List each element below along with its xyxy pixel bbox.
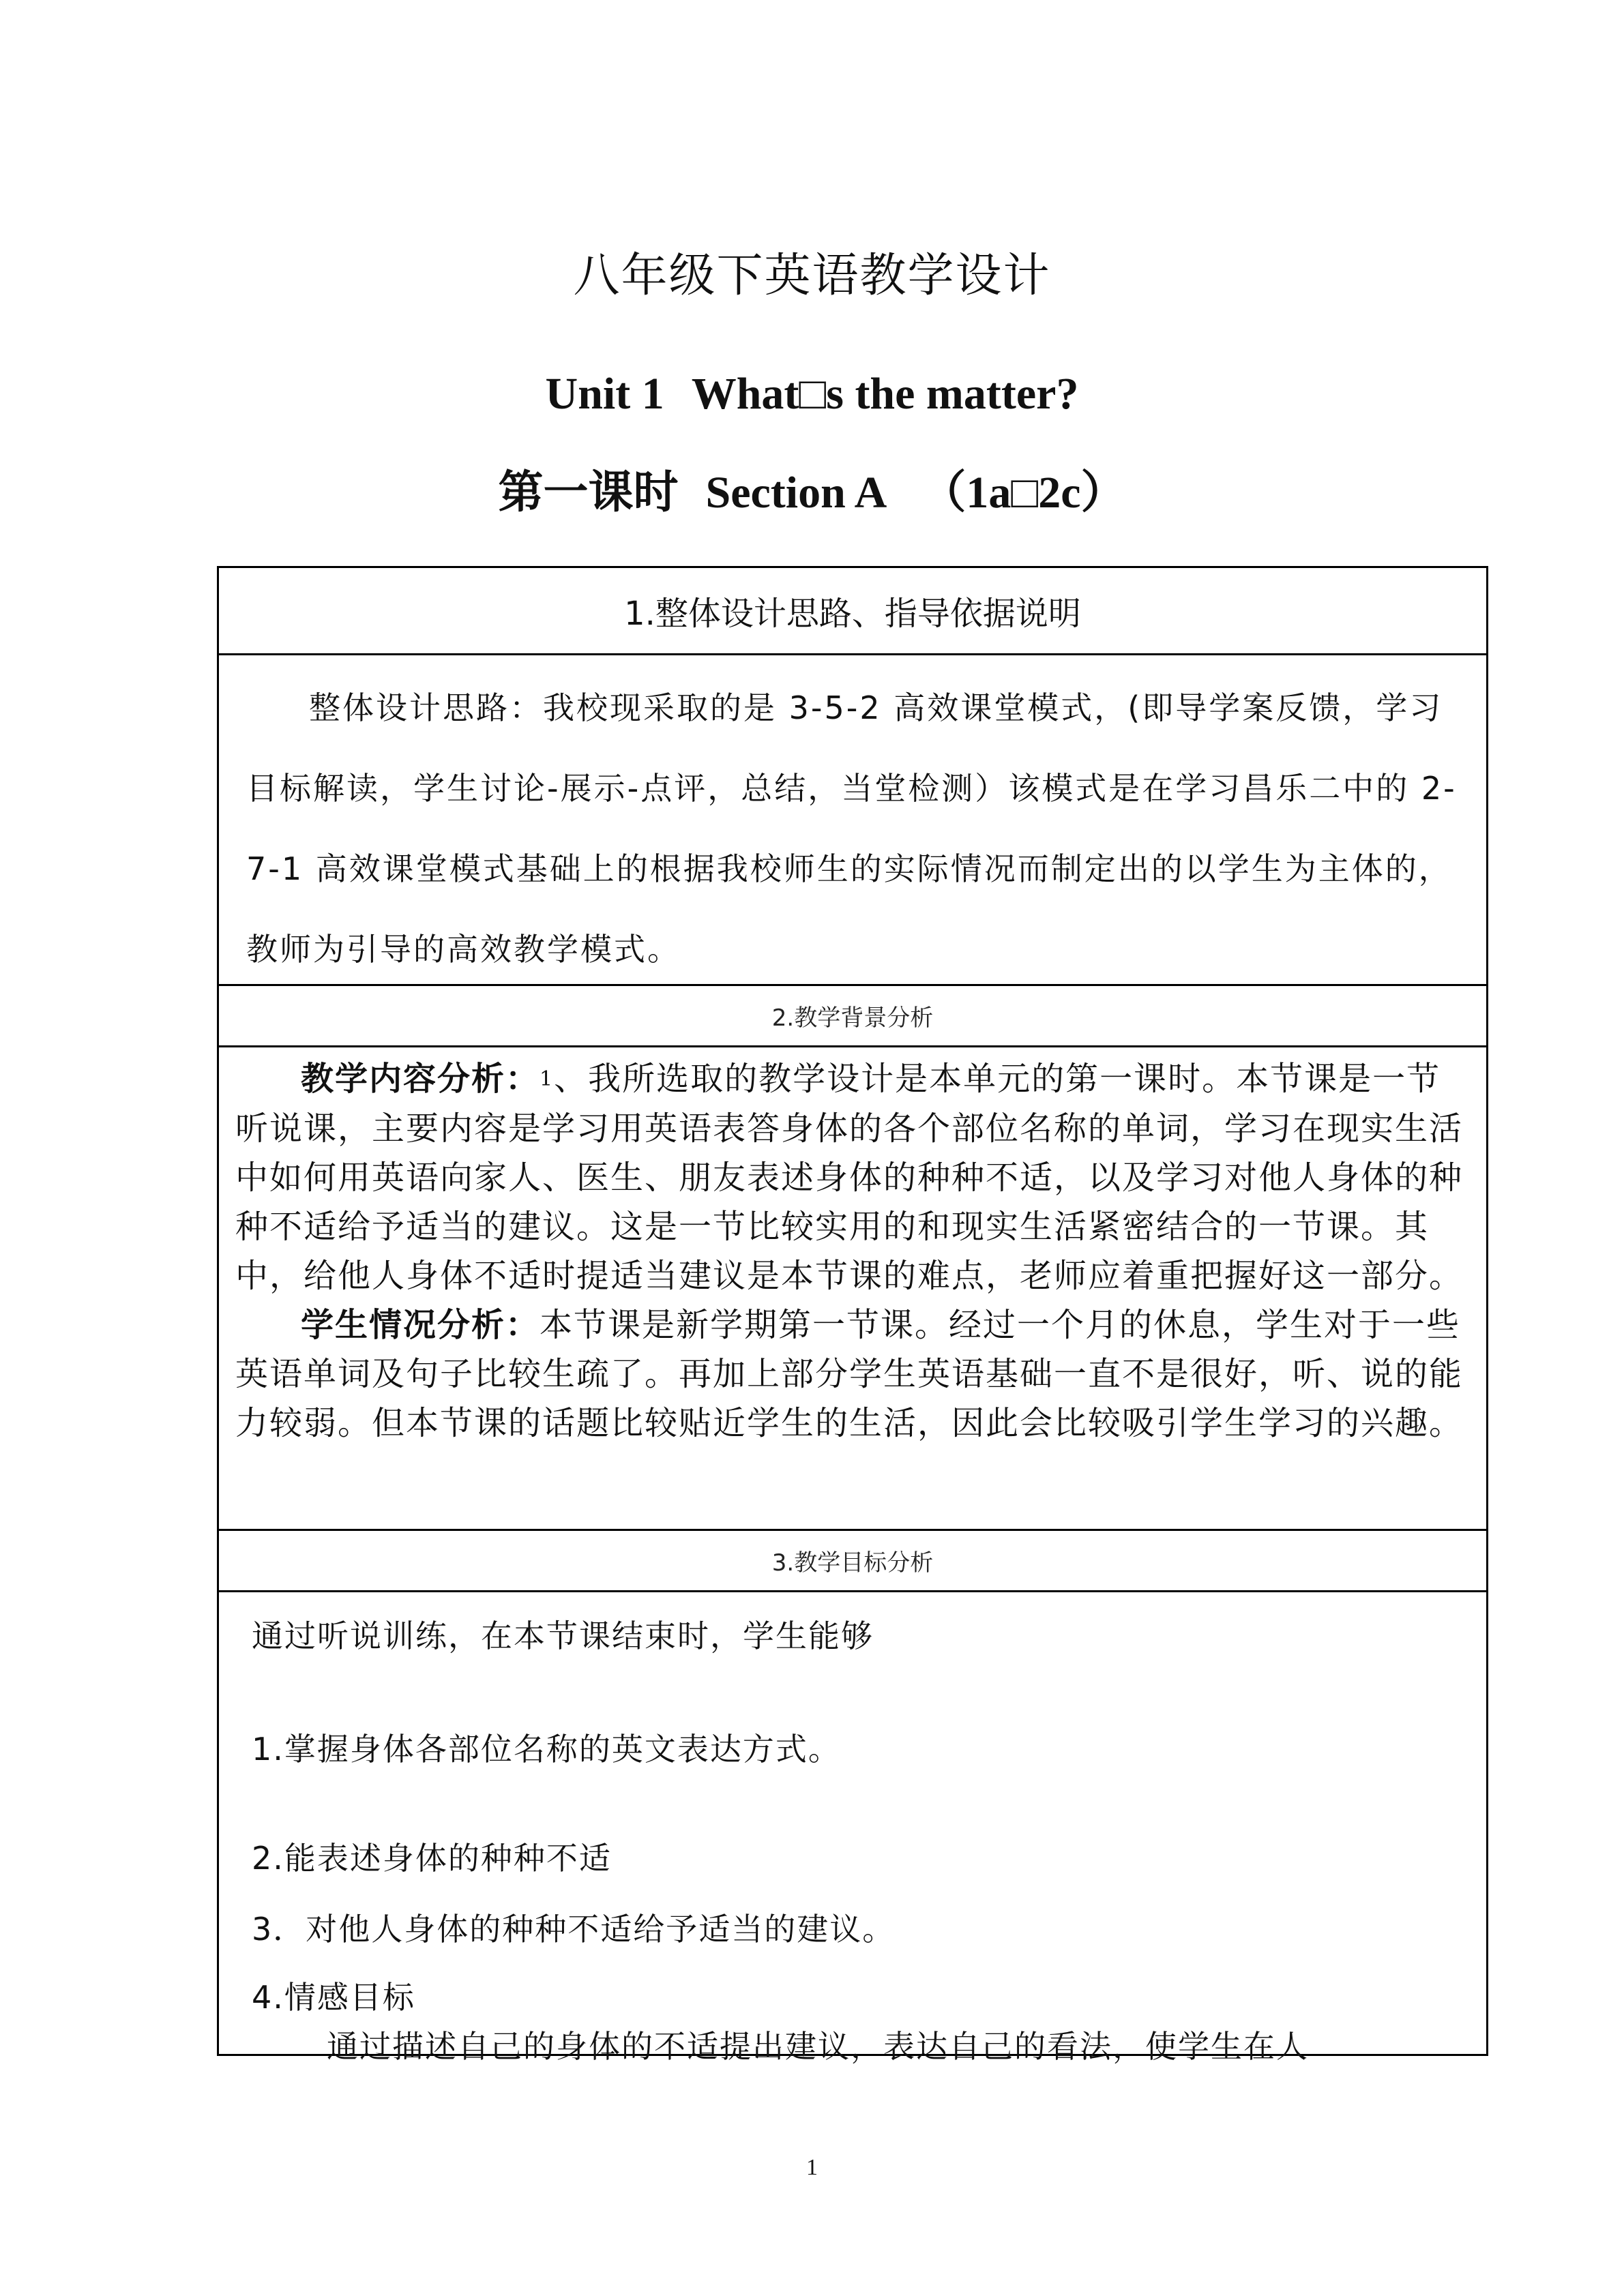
section-3-header: 3.教学目标分析 xyxy=(219,1531,1486,1592)
goal-4: 4.情感目标 xyxy=(252,1979,415,2016)
lesson-design-table xyxy=(217,566,1488,2065)
page-number: 1 xyxy=(806,2155,818,2180)
section-2-header: 2.教学背景分析 xyxy=(219,986,1486,1047)
section-1-body xyxy=(219,655,1486,986)
unit-subtitle: What□s the matter? xyxy=(691,369,1079,419)
goal-3: 3．对他人身体的种种不适给予适当的建议。 xyxy=(252,1911,896,1948)
unit-number: Unit 1 xyxy=(545,369,664,419)
content-analysis-label: 教学内容分析： xyxy=(301,1060,540,1098)
goal-4-text: 通过描述自己的身体的不适提出建议，表达自己的看法，使学生在人 xyxy=(327,2028,1309,2065)
student-analysis-label: 学生情况分析： xyxy=(301,1306,540,1344)
section-1-header: 1.整体设计思路、指导依据说明 xyxy=(219,568,1486,655)
unit-title xyxy=(0,368,1624,420)
section-2-body xyxy=(219,1047,1486,1531)
section-3-body xyxy=(219,1592,1486,2065)
goal-2: 2.能表述身体的种种不适 xyxy=(252,1840,612,1877)
lesson-range: （1a□2c） xyxy=(921,468,1126,518)
goal-intro: 通过听说训练，在本节课结束时，学生能够 xyxy=(252,1617,874,1654)
document-title: 八年级下英语教学设计 xyxy=(573,249,1051,303)
lesson-title xyxy=(0,456,1624,520)
lesson-cn: 第一课时 xyxy=(498,466,679,518)
student-analysis-paragraph xyxy=(235,1300,1468,1448)
student-analysis-text: 本节课是新学期第一节课。经过一个月的休息，学生对于一些英语单词及句子比较生疏了。再加上部分学生英语基础一直不是很好，听、说的能力较弱。但本节课的话题比较贴近学生的生活，因此会比较吸引学生学习的兴趣。 xyxy=(235,1306,1464,1442)
design-idea-paragraph: 整体设计思路：我校现采取的是 3-5-2 高效课堂模式，(即导学案反馈，学习目标解读，学生讨论-展示-点评，总结，当堂检测）该模式是在学习昌乐二中的 2-7-1 高效课堂模式基础上的根据我校师生的实际情况而制定出的以学生为主体的，教师为引导的高效教学模式。 xyxy=(246,689,1457,968)
content-analysis-text: 、我所选取的教学设计是本单元的第一课时。本节课是一节听说课，主要内容是学习用英语表答身体的各个部位名称的单词，学习在现实生活中如何用英语向家人、医生、朋友表述身体的种种不适，以及学习对他人身体的种种不适给予适当的建议。这是一节比较实用的和现实生活紧密结合的一节课。其中，给他人身体不适时提适当建议是本节课的难点，老师应着重把握好这一部分。 xyxy=(235,1060,1464,1295)
content-analysis-paragraph xyxy=(235,1054,1468,1300)
goal-1: 1.掌握身体各部位名称的英文表达方式。 xyxy=(252,1731,841,1768)
content-analysis-number: 1 xyxy=(540,1067,555,1091)
lesson-section: Section A xyxy=(705,468,887,518)
